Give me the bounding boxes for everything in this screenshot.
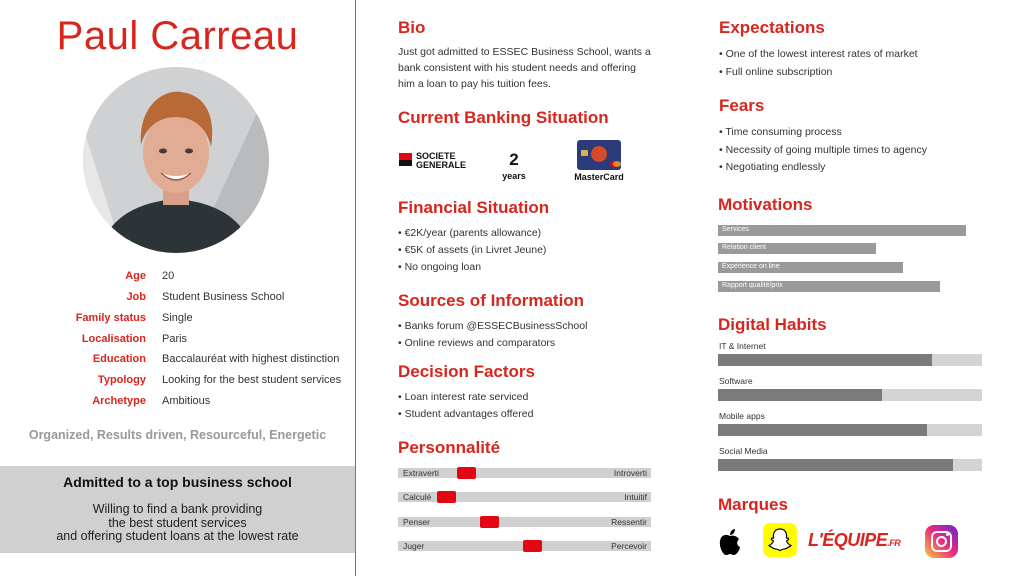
digital-label: Social Media <box>719 446 768 456</box>
info-value: 20 <box>162 270 175 282</box>
financial-item: • €2K/year (parents allowance) <box>398 227 542 239</box>
financial-item: • No ongoing loan <box>398 261 482 273</box>
scale-right-label: Introverti <box>613 468 647 478</box>
info-label: Family status <box>75 312 146 324</box>
summary-line: Willing to find a bank providing <box>92 502 263 516</box>
brands-heading: Marques <box>718 495 788 514</box>
scale-knob <box>523 540 542 552</box>
digital-label: Software <box>719 376 753 386</box>
motivation-label: Relation client <box>722 244 766 251</box>
bank-name <box>416 152 466 169</box>
info-value: Ambitious <box>162 395 211 407</box>
bio-line: bank consistent with his student needs and offering <box>398 62 636 74</box>
snapchat-logo-icon <box>763 523 797 557</box>
years-value: 2 <box>509 150 519 169</box>
sources-heading: Sources of Information <box>398 291 585 310</box>
scale-left-label: Penser <box>403 517 430 527</box>
info-age <box>0 270 355 290</box>
digital-bar-fill <box>718 354 932 366</box>
banking-heading: Current Banking Situation <box>398 108 609 127</box>
personality-scale <box>398 492 651 502</box>
bank-name-line: GENERALE <box>416 159 467 170</box>
decision-item: • Loan interest rate serviced <box>398 391 529 403</box>
info-value: Baccalauréat with highest distinction <box>162 353 340 365</box>
expectations-heading: Expectations <box>719 18 825 37</box>
scale-right-label: Percevoir <box>611 541 647 551</box>
info-localisation <box>0 333 355 353</box>
info-value: Paris <box>162 333 188 345</box>
fears-item: • Time consuming process <box>719 126 842 138</box>
info-label: Archetype <box>92 395 146 407</box>
info-education <box>0 353 355 373</box>
column-divider <box>355 0 356 576</box>
info-label: Typology <box>97 374 146 386</box>
digital-bar-fill <box>718 424 927 436</box>
info-job <box>0 291 355 311</box>
scale-right-label: Intuitif <box>624 492 647 502</box>
summary-line: and offering student loans at the lowest rate <box>56 529 299 543</box>
scale-left-label: Extraverti <box>403 468 439 478</box>
scale-knob <box>437 491 456 503</box>
instagram-logo-icon <box>925 525 958 558</box>
card-label: MasterCard <box>574 172 624 182</box>
info-label: Education <box>92 353 146 365</box>
lequipe-suffix: .FR <box>887 538 901 548</box>
personality-heading: Personnalité <box>398 438 501 457</box>
expectations-item: • One of the lowest interest rates of market <box>719 48 918 60</box>
persona-name: Paul Carreau <box>56 14 299 58</box>
motivation-bar <box>718 243 876 254</box>
info-label: Localisation <box>81 333 146 345</box>
motivation-label: Expérience on line <box>722 263 780 270</box>
info-value: Single <box>162 312 193 324</box>
expectations-item: • Full online subscription <box>719 66 833 78</box>
scale-knob <box>480 516 499 528</box>
bank-name-line: SOCIETE <box>416 151 456 161</box>
fears-item: • Negotiating endlessly <box>719 161 826 173</box>
bio-line: Just got admitted to ESSEC Business School, wants a <box>398 46 651 58</box>
summary-text <box>0 503 355 544</box>
years-label: years <box>502 171 526 181</box>
sources-item: • Banks forum @ESSECBusinessSchool <box>398 320 588 332</box>
motivation-bar <box>718 281 940 292</box>
digital-bar-fill <box>718 459 953 471</box>
digital-bar <box>718 354 982 366</box>
avatar <box>83 67 269 253</box>
digital-label: Mobile apps <box>719 411 765 421</box>
info-label: Job <box>126 291 146 303</box>
fears-item: • Necessity of going multiple times to agency <box>719 144 927 156</box>
motivations-heading: Motivations <box>718 195 813 214</box>
financial-item: • €5K of assets (in Livret Jeune) <box>398 244 547 256</box>
info-label: Age <box>125 270 146 282</box>
decision-item: • Student advantages offered <box>398 408 534 420</box>
digital-bar <box>718 424 982 436</box>
bio-line: him a loan to pay his tuition fees. <box>398 78 551 90</box>
societe-generale-logo-icon <box>399 153 412 166</box>
motivation-bar <box>718 262 903 273</box>
sources-item: • Online reviews and comparators <box>398 337 556 349</box>
bio-text <box>398 44 688 92</box>
personality-scale <box>398 468 651 478</box>
info-family-status <box>0 312 355 332</box>
financial-heading: Financial Situation <box>398 198 550 217</box>
summary-title: Admitted to a top business school <box>63 474 292 490</box>
scale-knob <box>457 467 476 479</box>
info-typology <box>0 374 355 394</box>
digital-heading: Digital Habits <box>718 315 827 334</box>
bio-heading: Bio <box>398 18 426 37</box>
summary-line: the best student services <box>108 515 247 530</box>
lequipe-logo <box>808 530 900 551</box>
traits-line: Organized, Results driven, Resourceful, Energetic <box>28 428 327 442</box>
scale-left-label: Juger <box>403 541 425 551</box>
credit-card-icon <box>577 140 621 170</box>
scale-left-label: Calculé <box>403 492 432 502</box>
motivation-label: Services <box>722 226 749 233</box>
scale-right-label: Ressentir <box>611 517 647 527</box>
info-archetype <box>0 395 355 415</box>
motivation-label: Rapport qualité/prix <box>722 282 783 289</box>
digital-label: IT & Internet <box>719 341 766 351</box>
info-value: Student Business School <box>162 291 285 303</box>
info-value: Looking for the best student services <box>162 374 342 386</box>
motivation-bar <box>718 225 966 236</box>
fears-heading: Fears <box>719 96 765 115</box>
lequipe-wordmark: L'ÉQUIPE <box>808 530 888 550</box>
digital-bar-fill <box>718 389 882 401</box>
personality-scale <box>398 541 651 551</box>
personality-scale <box>398 517 651 527</box>
digital-bar <box>718 459 982 471</box>
digital-bar <box>718 389 982 401</box>
decision-heading: Decision Factors <box>398 362 535 381</box>
apple-logo-icon <box>718 528 742 556</box>
